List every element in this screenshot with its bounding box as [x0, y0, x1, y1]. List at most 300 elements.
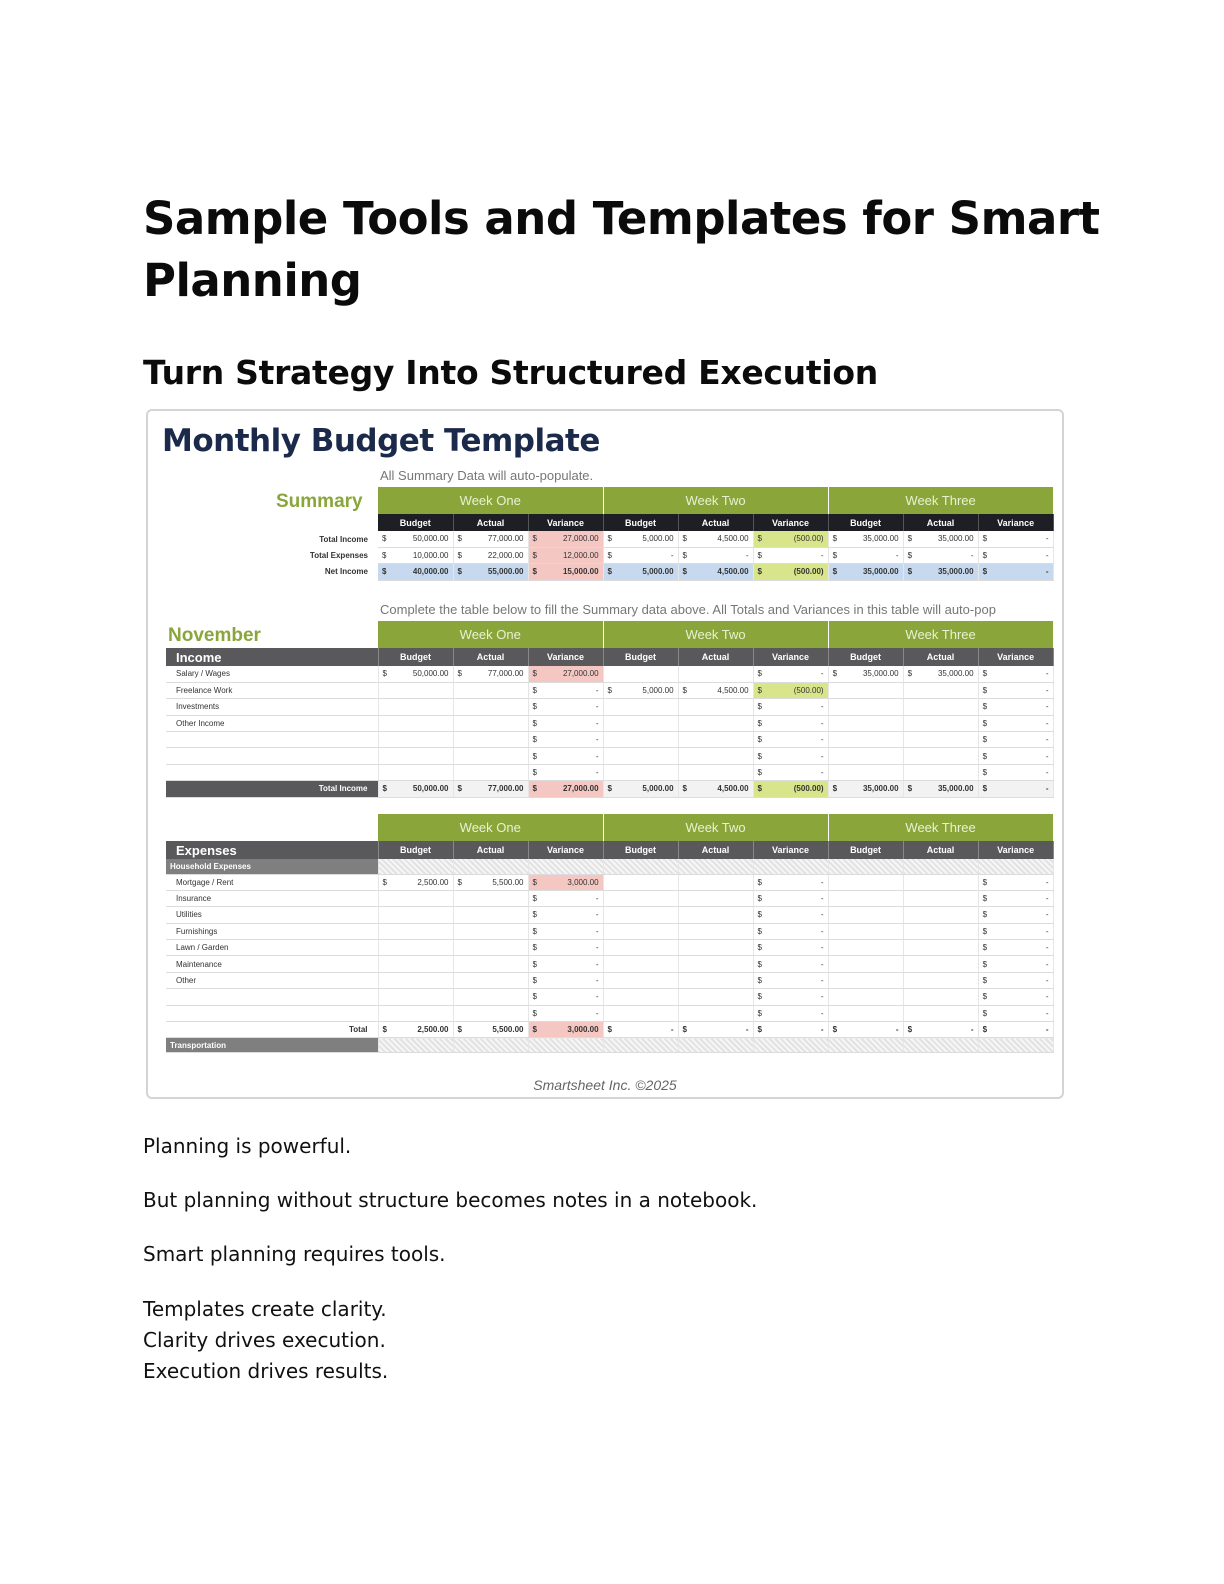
row-label: Other Income	[166, 715, 378, 731]
subsection-row	[166, 1038, 1053, 1053]
closing-line: Execution drives results.	[143, 1359, 389, 1383]
value-cell: $ -	[978, 531, 1053, 547]
hatched-cell	[603, 859, 678, 874]
value-cell	[378, 732, 453, 748]
row-label	[166, 732, 378, 748]
value-cell: $ (500.00)	[753, 781, 828, 797]
value-cell	[603, 715, 678, 731]
value-cell	[453, 972, 528, 988]
column-header: Actual	[903, 648, 978, 666]
value-cell	[903, 940, 978, 956]
row-label	[166, 989, 378, 1005]
value-cell: $ -	[678, 547, 753, 563]
value-cell	[453, 907, 528, 923]
value-cell	[828, 699, 903, 715]
column-header-row	[166, 514, 1053, 531]
table-row	[166, 890, 1053, 906]
value-cell	[678, 764, 753, 780]
summary-table	[166, 487, 1054, 581]
page-title: Sample Tools and Templates for Smart Planning	[143, 192, 1100, 307]
value-cell: $ -	[978, 1005, 1053, 1021]
hatched-cell	[678, 859, 753, 874]
column-header: Variance	[528, 841, 603, 859]
week-header-row	[166, 487, 1053, 514]
value-cell	[603, 764, 678, 780]
row-label: Total Income	[166, 781, 378, 797]
value-cell: $ 4,500.00	[678, 781, 753, 797]
row-label: Salary / Wages	[166, 666, 378, 682]
value-cell: $ -	[528, 940, 603, 956]
value-cell	[603, 956, 678, 972]
column-header: Budget	[378, 648, 453, 666]
row-label: Other	[166, 972, 378, 988]
value-cell: $ 35,000.00	[903, 531, 978, 547]
value-cell	[378, 1005, 453, 1021]
value-cell: $ -	[528, 907, 603, 923]
column-header: Actual	[903, 841, 978, 859]
value-cell: $ -	[978, 890, 1053, 906]
value-cell	[453, 699, 528, 715]
value-cell	[903, 699, 978, 715]
value-cell: $ 35,000.00	[903, 781, 978, 797]
blank-cell	[166, 514, 378, 531]
value-cell: $ 35,000.00	[903, 666, 978, 682]
value-cell: $ 35,000.00	[828, 564, 903, 580]
table-row	[166, 564, 1053, 580]
subsection-label: Household Expenses	[166, 859, 378, 874]
paragraph: But planning without structure becomes notes in a notebook.	[143, 1188, 758, 1212]
table-row	[166, 940, 1053, 956]
table-row	[166, 956, 1053, 972]
value-cell: $ -	[528, 682, 603, 698]
value-cell	[378, 682, 453, 698]
value-cell: $ -	[753, 715, 828, 731]
value-cell	[453, 764, 528, 780]
hatched-cell	[978, 1038, 1053, 1053]
value-cell: $ (500.00)	[753, 682, 828, 698]
value-cell	[453, 890, 528, 906]
value-cell	[828, 940, 903, 956]
row-label: Total Income	[319, 534, 368, 544]
value-cell: $ -	[978, 764, 1053, 780]
value-cell	[828, 874, 903, 890]
value-cell: $ 50,000.00	[378, 666, 453, 682]
value-cell	[603, 923, 678, 939]
value-cell	[378, 907, 453, 923]
row-label: Total Expenses	[309, 551, 368, 561]
hatched-cell	[528, 859, 603, 874]
value-cell	[828, 972, 903, 988]
blank-cell	[166, 814, 378, 841]
value-cell	[828, 682, 903, 698]
income-table	[166, 621, 1054, 798]
value-cell	[603, 699, 678, 715]
row-label	[166, 764, 378, 780]
row-label: Investments	[166, 699, 378, 715]
value-cell	[378, 956, 453, 972]
value-cell: $ -	[978, 1022, 1053, 1038]
hatched-cell	[903, 1038, 978, 1053]
value-cell: $ 35,000.00	[828, 781, 903, 797]
value-cell: $ (500.00)	[753, 564, 828, 580]
value-cell: $ 5,000.00	[603, 531, 678, 547]
value-cell: $ -	[978, 547, 1053, 563]
value-cell	[678, 748, 753, 764]
value-cell: $ 15,000.00	[528, 564, 603, 580]
hatched-cell	[453, 859, 528, 874]
table-row	[166, 972, 1053, 988]
value-cell	[828, 748, 903, 764]
value-cell: $ -	[978, 682, 1053, 698]
table-row	[166, 748, 1053, 764]
row-label: Freelance Work	[166, 682, 378, 698]
value-cell	[903, 715, 978, 731]
hatched-cell	[753, 859, 828, 874]
value-cell	[678, 940, 753, 956]
week-header-row	[166, 621, 1053, 648]
value-cell: $ 55,000.00	[453, 564, 528, 580]
value-cell	[903, 956, 978, 972]
month-label: November	[168, 625, 261, 646]
value-cell: $ -	[978, 666, 1053, 682]
value-cell	[453, 715, 528, 731]
value-cell: $ -	[528, 923, 603, 939]
table-row	[166, 699, 1053, 715]
value-cell: $ -	[828, 547, 903, 563]
table-row	[166, 715, 1053, 731]
value-cell: $ -	[528, 890, 603, 906]
column-header: Actual	[453, 841, 528, 859]
value-cell	[678, 923, 753, 939]
value-cell	[678, 989, 753, 1005]
value-cell: $ 3,000.00	[528, 1022, 603, 1038]
table-row	[166, 682, 1053, 698]
value-cell: $ 50,000.00	[378, 781, 453, 797]
value-cell: $ 2,500.00	[378, 874, 453, 890]
value-cell	[828, 907, 903, 923]
value-cell: $ -	[753, 956, 828, 972]
value-cell: $ -	[978, 989, 1053, 1005]
value-cell	[603, 1005, 678, 1021]
row-label: Utilities	[166, 907, 378, 923]
value-cell: $ 5,500.00	[453, 874, 528, 890]
blank-cell	[166, 487, 378, 514]
value-cell: $ 35,000.00	[903, 564, 978, 580]
complete-note: Complete the table below to fill the Summary data above. All Totals and Variances in this table will auto-pop	[380, 602, 996, 617]
value-cell	[603, 989, 678, 1005]
value-cell	[378, 748, 453, 764]
paragraph: Smart planning requires tools.	[143, 1242, 446, 1266]
value-cell	[603, 874, 678, 890]
value-cell: $ -	[978, 972, 1053, 988]
table-row	[166, 781, 1053, 797]
table-row	[166, 907, 1053, 923]
value-cell: $ 40,000.00	[378, 564, 453, 580]
hatched-cell	[378, 1038, 453, 1053]
week-header: Week One	[378, 621, 603, 648]
hatched-cell	[453, 1038, 528, 1053]
value-cell: $ (500.00)	[753, 531, 828, 547]
value-cell	[453, 682, 528, 698]
value-cell: $ -	[753, 940, 828, 956]
value-cell	[678, 890, 753, 906]
column-header: Budget	[603, 514, 678, 531]
table-row	[166, 923, 1053, 939]
value-cell	[678, 956, 753, 972]
value-cell: $ -	[753, 547, 828, 563]
value-cell: $ 77,000.00	[453, 666, 528, 682]
paragraph: Planning is powerful.	[143, 1134, 352, 1158]
value-cell	[828, 956, 903, 972]
value-cell: $ -	[528, 748, 603, 764]
value-cell	[603, 940, 678, 956]
value-cell	[903, 972, 978, 988]
value-cell	[603, 666, 678, 682]
row-label: Maintenance	[166, 956, 378, 972]
value-cell: $ -	[528, 956, 603, 972]
hatched-cell	[678, 1038, 753, 1053]
value-cell: $ 5,000.00	[603, 564, 678, 580]
table-row	[166, 732, 1053, 748]
figure-caption: Smartsheet Inc. ©2025	[533, 1077, 677, 1093]
value-cell: $ -	[978, 699, 1053, 715]
value-cell	[903, 1005, 978, 1021]
hatched-cell	[978, 859, 1053, 874]
column-header: Variance	[978, 514, 1053, 531]
value-cell	[678, 732, 753, 748]
column-header: Variance	[978, 841, 1053, 859]
row-label: Net Income	[324, 567, 368, 577]
subsection-label: Transportation	[166, 1038, 378, 1053]
value-cell	[903, 923, 978, 939]
value-cell: $ -	[753, 699, 828, 715]
closing-line: Templates create clarity.	[143, 1297, 387, 1321]
column-header: Actual	[453, 648, 528, 666]
value-cell: $ -	[978, 907, 1053, 923]
value-cell: $ -	[828, 1022, 903, 1038]
value-cell	[603, 972, 678, 988]
value-cell: $ 4,500.00	[678, 564, 753, 580]
section-heading: Turn Strategy Into Structured Execution	[143, 353, 878, 392]
value-cell	[453, 989, 528, 1005]
value-cell: $ -	[753, 666, 828, 682]
value-cell: $ 22,000.00	[453, 547, 528, 563]
hatched-cell	[828, 859, 903, 874]
value-cell	[678, 666, 753, 682]
row-label: Insurance	[166, 890, 378, 906]
value-cell	[828, 1005, 903, 1021]
value-cell: $ -	[753, 764, 828, 780]
column-header: Actual	[453, 514, 528, 531]
week-header: Week Two	[603, 621, 828, 648]
expense-table	[166, 814, 1054, 1053]
summary-label: Summary	[276, 491, 363, 512]
column-header: Variance	[978, 648, 1053, 666]
value-cell	[453, 1005, 528, 1021]
figure-title: Monthly Budget Template	[162, 423, 600, 459]
value-cell	[678, 907, 753, 923]
column-header: Budget	[828, 514, 903, 531]
value-cell	[678, 874, 753, 890]
value-cell	[453, 748, 528, 764]
subsection-row	[166, 859, 1053, 874]
value-cell: $ -	[753, 1022, 828, 1038]
value-cell: $ -	[678, 1022, 753, 1038]
value-cell: $ -	[753, 907, 828, 923]
value-cell	[903, 748, 978, 764]
column-header: Budget	[378, 514, 453, 531]
value-cell: $ -	[978, 874, 1053, 890]
row-label: Mortgage / Rent	[166, 874, 378, 890]
value-cell	[828, 715, 903, 731]
value-cell: $ -	[753, 890, 828, 906]
week-header: Week One	[378, 487, 603, 514]
week-header: Week Three	[828, 487, 1053, 514]
budget-template-figure	[146, 409, 1064, 1099]
hatched-cell	[828, 1038, 903, 1053]
value-cell	[378, 940, 453, 956]
value-cell	[453, 956, 528, 972]
value-cell	[453, 923, 528, 939]
table-row	[166, 531, 1053, 547]
value-cell: $ -	[978, 564, 1053, 580]
value-cell: $ 5,000.00	[603, 781, 678, 797]
value-cell	[603, 748, 678, 764]
value-cell: $ -	[753, 923, 828, 939]
value-cell	[378, 715, 453, 731]
value-cell: $ -	[528, 972, 603, 988]
summary-note: All Summary Data will auto-populate.	[380, 468, 594, 483]
value-cell	[903, 907, 978, 923]
column-header: Budget	[603, 841, 678, 859]
value-cell: $ 2,500.00	[378, 1022, 453, 1038]
column-header: Actual	[678, 648, 753, 666]
hatched-cell	[603, 1038, 678, 1053]
value-cell: $ -	[978, 748, 1053, 764]
column-header: Variance	[753, 648, 828, 666]
week-header: Week Two	[603, 487, 828, 514]
section-label: Income	[166, 648, 378, 666]
hatched-cell	[378, 859, 453, 874]
value-cell: $ -	[978, 781, 1053, 797]
week-header: Week Three	[828, 621, 1053, 648]
row-label	[166, 1005, 378, 1021]
column-header: Actual	[678, 514, 753, 531]
column-header: Budget	[603, 648, 678, 666]
value-cell: $ -	[528, 699, 603, 715]
column-header: Variance	[753, 841, 828, 859]
value-cell: $ -	[753, 874, 828, 890]
column-header-row	[166, 841, 1053, 859]
column-header: Variance	[528, 514, 603, 531]
row-label: Lawn / Garden	[166, 940, 378, 956]
value-cell	[678, 715, 753, 731]
value-cell: $ -	[603, 1022, 678, 1038]
value-cell: $ 3,000.00	[528, 874, 603, 890]
value-cell	[453, 940, 528, 956]
value-cell	[378, 923, 453, 939]
table-row	[166, 1005, 1053, 1021]
blank-cell	[166, 621, 378, 648]
value-cell	[828, 890, 903, 906]
value-cell: $ -	[528, 989, 603, 1005]
column-header: Variance	[753, 514, 828, 531]
value-cell: $ 35,000.00	[828, 531, 903, 547]
value-cell	[828, 732, 903, 748]
week-header-row	[166, 814, 1053, 841]
week-header: Week One	[378, 814, 603, 841]
value-cell	[378, 989, 453, 1005]
value-cell: $ -	[978, 715, 1053, 731]
value-cell: $ -	[903, 547, 978, 563]
value-cell: $ -	[978, 923, 1053, 939]
table-row	[166, 547, 1053, 563]
value-cell: $ -	[528, 715, 603, 731]
value-cell: $ -	[903, 1022, 978, 1038]
week-header: Week Three	[828, 814, 1053, 841]
value-cell: $ -	[978, 940, 1053, 956]
value-cell: $ 5,000.00	[603, 682, 678, 698]
section-label: Expenses	[166, 841, 378, 859]
value-cell	[453, 732, 528, 748]
hatched-cell	[528, 1038, 603, 1053]
value-cell: $ -	[753, 972, 828, 988]
value-cell	[678, 972, 753, 988]
value-cell: $ 12,000.00	[528, 547, 603, 563]
value-cell: $ 27,000.00	[528, 781, 603, 797]
value-cell	[903, 764, 978, 780]
value-cell	[828, 989, 903, 1005]
value-cell	[828, 764, 903, 780]
hatched-cell	[753, 1038, 828, 1053]
value-cell	[603, 890, 678, 906]
week-header: Week Two	[603, 814, 828, 841]
value-cell: $ 27,000.00	[528, 666, 603, 682]
value-cell: $ 77,000.00	[453, 531, 528, 547]
value-cell: $ -	[753, 989, 828, 1005]
row-label: Furnishings	[166, 923, 378, 939]
row-label	[166, 748, 378, 764]
value-cell: $ 10,000.00	[378, 547, 453, 563]
value-cell: $ -	[528, 764, 603, 780]
column-header: Budget	[378, 841, 453, 859]
value-cell: $ 77,000.00	[453, 781, 528, 797]
value-cell: $ -	[978, 732, 1053, 748]
closing-line: Clarity drives execution.	[143, 1328, 386, 1352]
value-cell: $ -	[753, 748, 828, 764]
hatched-cell	[903, 859, 978, 874]
column-header-row	[166, 648, 1053, 666]
value-cell	[603, 907, 678, 923]
column-header: Budget	[828, 648, 903, 666]
table-row	[166, 666, 1053, 682]
value-cell: $ 27,000.00	[528, 531, 603, 547]
value-cell	[828, 923, 903, 939]
value-cell	[903, 890, 978, 906]
value-cell	[678, 699, 753, 715]
value-cell: $ -	[528, 732, 603, 748]
column-header: Budget	[828, 841, 903, 859]
value-cell: $ 35,000.00	[828, 666, 903, 682]
column-header: Actual	[678, 841, 753, 859]
value-cell: $ 4,500.00	[678, 531, 753, 547]
value-cell	[903, 989, 978, 1005]
value-cell: $ -	[978, 956, 1053, 972]
value-cell	[603, 732, 678, 748]
table-row	[166, 1022, 1053, 1038]
column-header: Actual	[903, 514, 978, 531]
value-cell: $ -	[528, 1005, 603, 1021]
